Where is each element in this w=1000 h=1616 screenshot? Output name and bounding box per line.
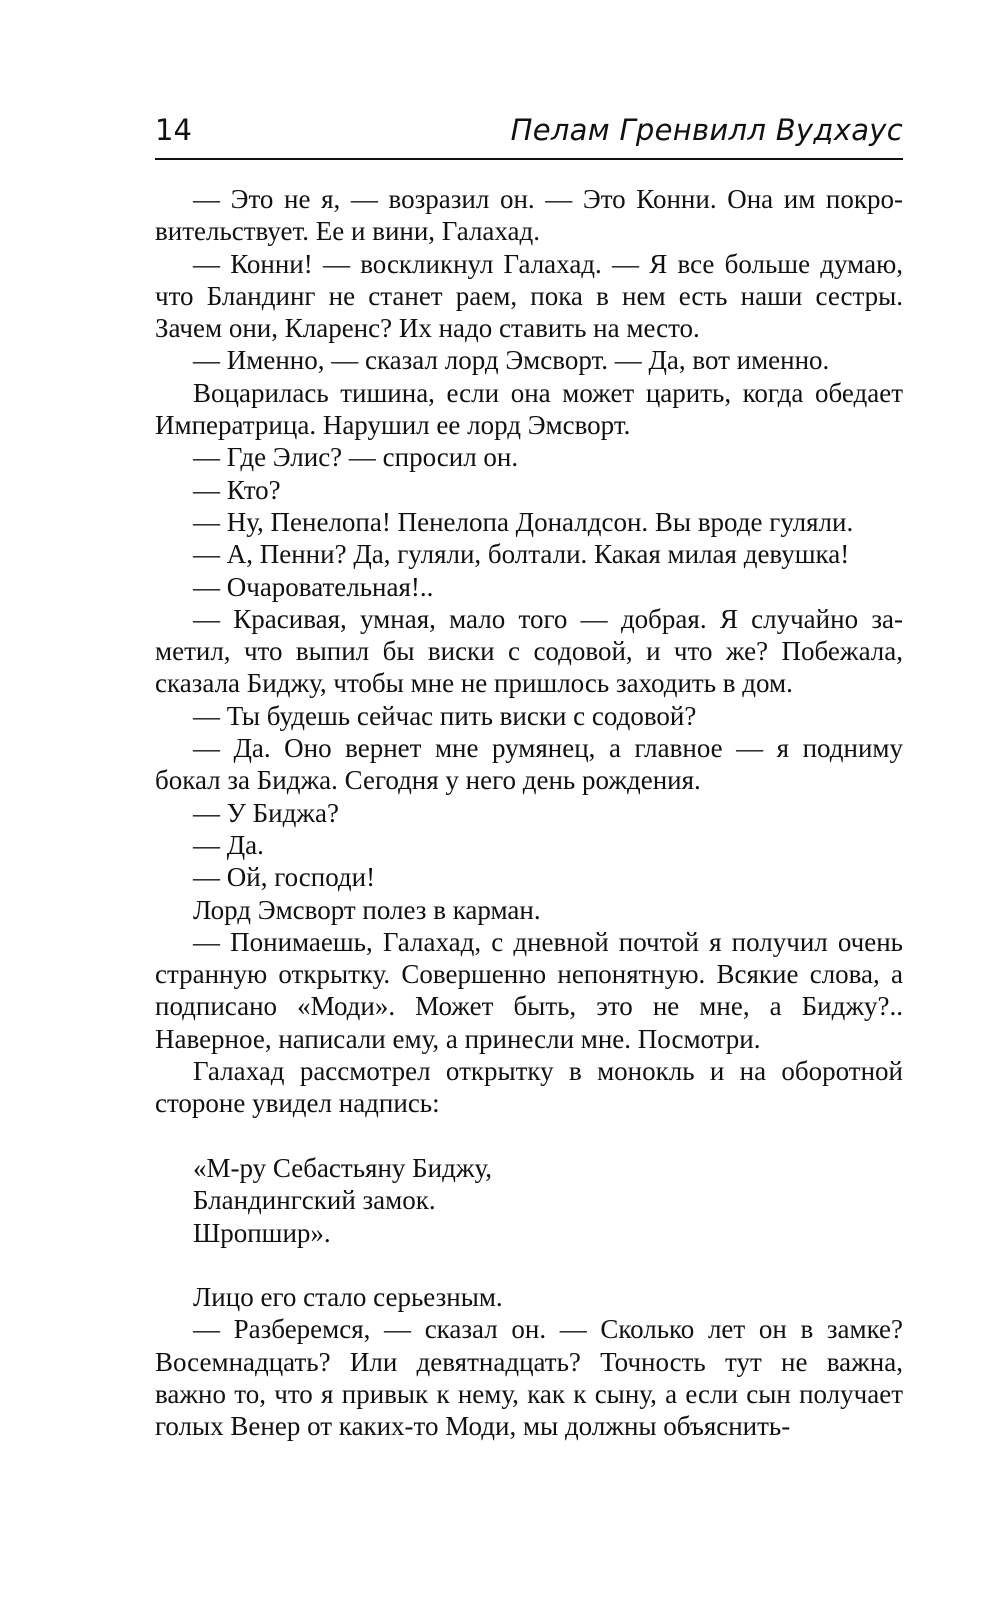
paragraph: Воцарилась тишина, если она может царить, когда обедает Императрица. Нарушил ее лорд Эмсворт.: [155, 377, 903, 441]
running-title: Пелам Гренвилл Вудхаус: [510, 113, 903, 147]
address-line: Бландингский замок.: [193, 1185, 436, 1216]
paragraph: — Где Элис? — спросил он.: [193, 442, 519, 473]
paragraph: Галахад рассмотрел открытку в монокль и на оборотной стороне увидел надпись:: [155, 1056, 903, 1119]
page-header: [155, 108, 903, 160]
paragraph: — Это не я, — возразил он. — Это Конни. Она им покровительствует. Ее и вини, Галахад.: [155, 184, 903, 247]
postcard-address: [155, 1152, 903, 1249]
paragraph: — Очаровательная!..: [193, 571, 434, 602]
paragraph: — Да.: [193, 829, 264, 860]
paragraph: — Ты будешь сейчас пить виски с содовой?: [193, 700, 697, 731]
spacer: [155, 1249, 903, 1281]
paragraph: Лицо его стало серьезным.: [193, 1282, 503, 1313]
paragraph: — Кто?: [193, 474, 281, 505]
paragraph: — А, Пенни? Да, гуляли, болтали. Какая милая девушка!: [193, 539, 850, 570]
paragraph: — Красивая, умная, мало того — добрая. Я случайно заметил, что выпил бы виски с содовой, и что же? Побежала, сказала Биджу, чтобы мне не пришлось заходить в дом.: [155, 603, 903, 699]
paragraph: — У Биджа?: [193, 797, 339, 828]
paragraph: Лорд Эмсворт полез в карман.: [193, 894, 541, 925]
paragraph: — Понимаешь, Галахад, с дневной почтой я получил очень странную открытку. Совершенно непонятную. Всякие слова, а подписано «Моди». Может быть, это не мне, а Биджу?.. Наверное, написали ему, а принесли мне. Посмотри.: [155, 926, 903, 1054]
paragraph: — Именно, — сказал лорд Эмсворт. — Да, вот именно.: [193, 345, 830, 376]
paragraph: — Ой, господи!: [193, 862, 376, 893]
body-text: [155, 183, 903, 1443]
paragraph: — Да. Оно вернет мне румянец, а главное — я подниму бокал за Биджа. Сегодня у него день рождения.: [155, 733, 903, 796]
address-line: «М-ру Себастьяну Биджу,: [193, 1152, 493, 1183]
spacer: [155, 1120, 903, 1152]
address-line: Шропшир».: [193, 1217, 331, 1248]
page-number: 14: [155, 113, 192, 147]
paragraph: — Ну, Пенелопа! Пенелопа Доналдсон. Вы вроде гуляли.: [193, 506, 854, 537]
paragraph: — Конни! — воскликнул Галахад. — Я все больше думаю, что Бландинг не станет раем, пока в нем есть наши сестры. Зачем они, Кларенс? Их надо ставить на место.: [155, 248, 903, 344]
paragraph: — Разберемся, — сказал он. — Сколько лет он в замке? Восемнадцать? Или девятнадцать? Точность тут не важна, важно то, что я привык к нему, как к сыну, а если сын получает голых Венер от каких-то Моди, мы должны объяснить-: [155, 1314, 903, 1442]
